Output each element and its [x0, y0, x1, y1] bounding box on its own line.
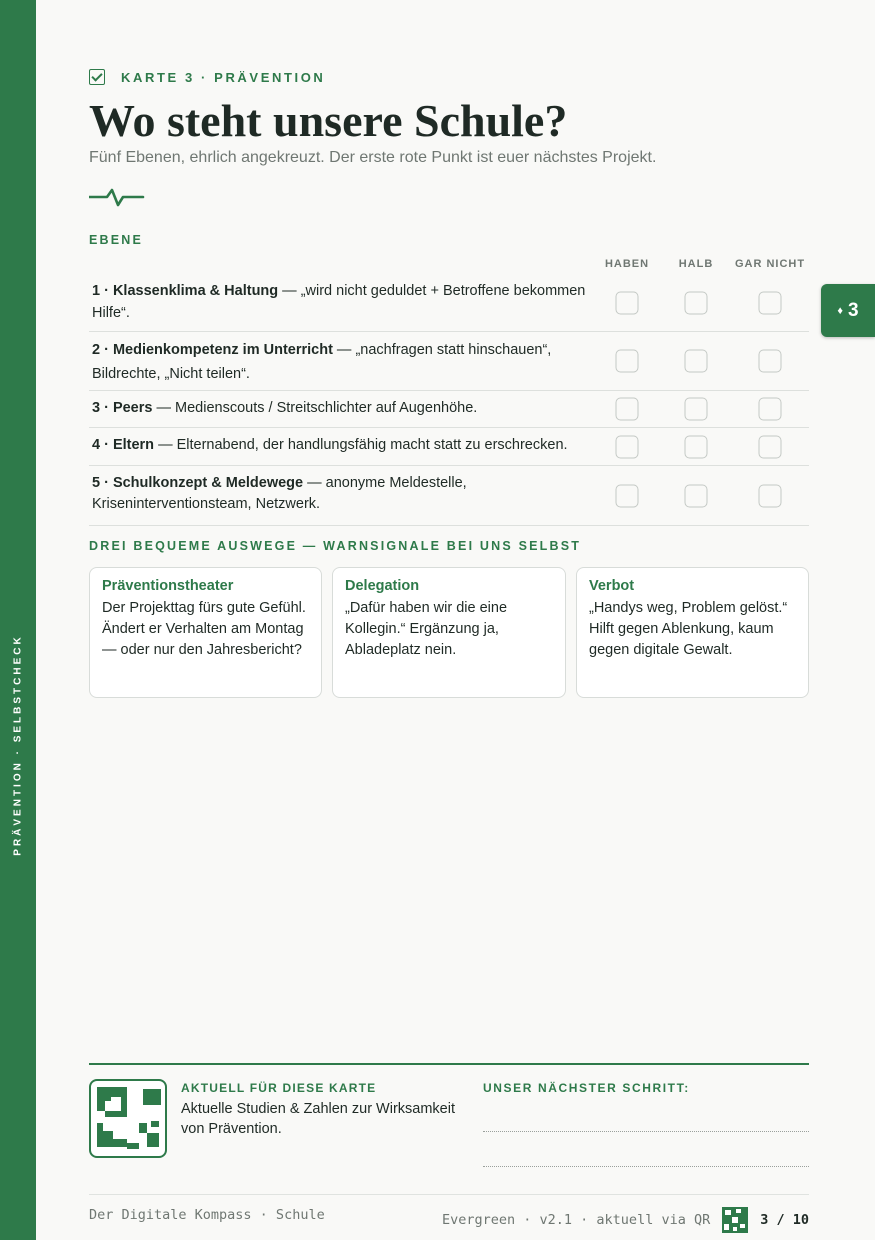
checkbox-haben[interactable]	[616, 484, 639, 507]
row-detail: — anonyme Meldestelle, Kriseninterventionsteam, Netzwerk.	[92, 475, 467, 512]
row-title: 5 · Schulkonzept & Meldewege	[92, 475, 304, 491]
warning-card	[89, 567, 322, 698]
checkbox-halb[interactable]	[685, 435, 708, 458]
qr-title: AKTUELL FÜR DIESE KARTE	[181, 1081, 377, 1095]
checkbox-haben[interactable]	[616, 398, 639, 421]
next-step-line-1[interactable]	[483, 1131, 809, 1132]
row-detail: — Elternabend, der handlungsfähig macht statt zu erschrecken.	[154, 437, 568, 453]
qr-code-link[interactable]	[89, 1079, 167, 1158]
mini-qr-icon	[722, 1207, 748, 1233]
checkbox-gar-nicht[interactable]	[759, 484, 782, 507]
row-description	[89, 397, 594, 419]
sidebar-label: PRÄVENTION · SELBSTCHECK	[12, 634, 24, 856]
column-header-gar-nicht: GAR NICHT	[734, 258, 806, 270]
card-number-tab[interactable]	[821, 284, 875, 337]
footer-right	[442, 1207, 809, 1233]
row-detail: — „nachfragen statt hinschauen“, Bildrechte, „Nicht teilen“.	[92, 342, 552, 382]
checkbox-gar-nicht[interactable]	[759, 435, 782, 458]
checklist-table	[89, 274, 809, 526]
row-detail: — „wird nicht geduldet + Betroffene bekommen Hilfe“.	[92, 283, 586, 321]
row-description	[89, 338, 594, 386]
kicker-text: KARTE 3 · PRÄVENTION	[121, 69, 326, 85]
column-header-haben: HABEN	[604, 258, 650, 270]
checkbox-halb[interactable]	[685, 484, 708, 507]
checklist-row	[89, 466, 809, 526]
card-body: Der Projekttag fürs gute Gefühl. Ändert er Verhalten am Montag — oder nur den Jahresbericht?	[102, 600, 306, 658]
checkbox-haben[interactable]	[616, 435, 639, 458]
row-description	[89, 473, 594, 515]
row-description	[89, 434, 609, 456]
checkbox-gar-nicht[interactable]	[759, 398, 782, 421]
footer-left-text: Der Digitale Kompass · Schule	[89, 1207, 325, 1223]
checkbox-haben[interactable]	[616, 291, 639, 314]
bottom-divider	[89, 1194, 809, 1195]
checkbox-halb[interactable]	[685, 291, 708, 314]
footer-divider	[89, 1063, 809, 1065]
row-title: 4 · Eltern	[92, 437, 155, 453]
sidebar	[0, 0, 36, 1240]
kicker	[89, 69, 325, 85]
page-subtitle: Fünf Ebenen, ehrlich angekreuzt. Der erste rote Punkt ist euer nächstes Projekt.	[89, 149, 657, 166]
warning-cards	[89, 567, 809, 698]
checklist-row	[89, 391, 809, 428]
card-title: Verbot	[589, 578, 635, 594]
row-description	[89, 280, 594, 324]
card-number: 3	[848, 299, 859, 321]
checklist-row	[89, 332, 809, 391]
checkbox-checked-icon	[89, 69, 105, 85]
qr-code-icon	[91, 1081, 165, 1156]
row-title: 1 · Klassenklima & Haltung	[92, 283, 279, 299]
card-body: „Handys weg, Problem gelöst.“ Hilft gegen Ablenkung, kaum gegen digitale Gewalt.	[589, 600, 788, 658]
pulse-line-icon	[89, 185, 145, 209]
warning-card	[576, 567, 809, 698]
checkbox-haben[interactable]	[616, 350, 639, 373]
page-title: Wo steht unsere Schule?	[89, 95, 568, 146]
footer-version-text: Evergreen · v2.1 · aktuell via QR	[442, 1212, 711, 1228]
checkbox-gar-nicht[interactable]	[759, 291, 782, 314]
checkbox-halb[interactable]	[685, 398, 708, 421]
row-title: 3 · Peers	[92, 400, 153, 416]
row-detail: — Medienscouts / Streitschlichter auf Augenhöhe.	[152, 400, 478, 416]
warnings-section-label: DREI BEQUEME AUSWEGE — WARNSIGNALE BEI UNS SELBST	[89, 539, 582, 553]
page-number: 3 / 10	[760, 1212, 809, 1228]
next-step-label: UNSER NÄCHSTER SCHRITT:	[483, 1081, 690, 1095]
card-title: Präventionstheater	[102, 578, 234, 594]
row-title: 2 · Medienkompetenz im Unterricht	[92, 342, 333, 358]
diamond-icon: ♦	[837, 304, 844, 317]
card-title: Delegation	[345, 578, 420, 594]
checklist-row	[89, 274, 809, 332]
checkbox-gar-nicht[interactable]	[759, 350, 782, 373]
checklist-section-label: EBENE	[89, 233, 144, 247]
card-body: „Dafür haben wir die eine Kollegin.“ Ergänzung ja, Abladeplatz nein.	[345, 600, 508, 658]
checklist-row	[89, 428, 809, 466]
qr-description: Aktuelle Studien & Zahlen zur Wirksamkeit von Prävention.	[181, 1101, 455, 1137]
column-header-halb: HALB	[678, 258, 714, 270]
warning-card	[332, 567, 566, 698]
next-step-line-2[interactable]	[483, 1166, 809, 1167]
checkbox-halb[interactable]	[685, 350, 708, 373]
